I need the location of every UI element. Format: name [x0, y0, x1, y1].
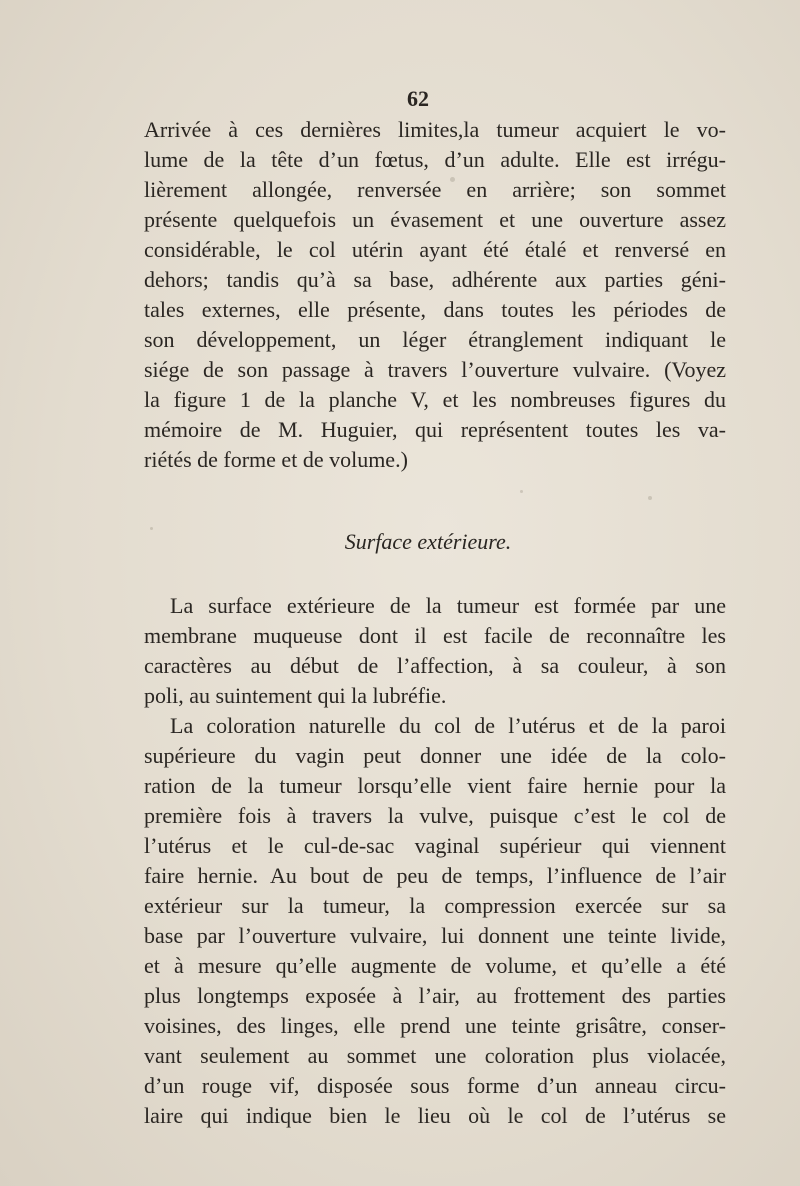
text-line: membrane muqueuse dont il est facile de reconnaître les — [144, 623, 726, 648]
text-line: La coloration naturelle du col de l’utérus et de la paroi — [170, 713, 726, 738]
text-line: siége de son passage à travers l’ouverture vulvaire. (Voyez — [144, 357, 726, 382]
text-line: présente quelquefois un évasement et une ouverture assez — [144, 207, 726, 232]
text-line: dehors; tandis qu’à sa base, adhérente aux parties géni- — [144, 267, 726, 292]
section-heading: Surface extérieure. — [344, 529, 512, 554]
text-line: La surface extérieure de la tumeur est formée par une — [170, 593, 726, 618]
page-number: 62 — [407, 86, 429, 111]
text-line: voisines, des linges, elle prend une teinte grisâtre, conser- — [144, 1013, 726, 1038]
text-line: d’un rouge vif, disposée sous forme d’un anneau circu- — [144, 1073, 726, 1098]
text-line: plus longtemps exposée à l’air, au frottement des parties — [144, 983, 726, 1008]
text-line: lume de la tête d’un fœtus, d’un adulte. Elle est irrégu- — [144, 147, 726, 172]
text-line: riétés de forme et de volume.) — [144, 447, 408, 472]
text-line: faire hernie. Au bout de peu de temps, l’influence de l’air — [144, 863, 726, 888]
paragraph-1 — [144, 115, 726, 475]
text-line: et à mesure qu’elle augmente de volume, et qu’elle a été — [144, 953, 726, 978]
text-line: considérable, le col utérin ayant été étalé et renversé en — [144, 237, 726, 262]
text-line: base par l’ouverture vulvaire, lui donnent une teinte livide, — [144, 923, 726, 948]
paper-speck — [520, 490, 523, 493]
text-line: première fois à travers la vulve, puisque c’est le col de — [144, 803, 726, 828]
text-line: vant seulement au sommet une coloration plus violacée, — [144, 1043, 726, 1068]
text-line: la figure 1 de la planche V, et les nombreuses figures du — [144, 387, 726, 412]
text-line: Arrivée à ces dernières limites,la tumeur acquiert le vo- — [144, 117, 726, 142]
text-line: tales externes, elle présente, dans toutes les périodes de — [144, 297, 726, 322]
text-line: extérieur sur la tumeur, la compression exercée sur sa — [144, 893, 726, 918]
paper-speck — [648, 496, 652, 500]
text-line: l’utérus et le cul-de-sac vaginal supérieur qui viennent — [144, 833, 726, 858]
text-line: laire qui indique bien le lieu où le col de l’utérus se — [144, 1103, 726, 1128]
text-line: son développement, un léger étranglement indiquant le — [144, 327, 726, 352]
text-line: poli, au suintement qui la lubréfie. — [144, 683, 447, 708]
text-line: caractères au début de l’affection, à sa couleur, à son — [144, 653, 726, 678]
text-line: mémoire de M. Huguier, qui représentent toutes les va- — [144, 417, 726, 442]
paragraph-2 — [144, 591, 726, 1131]
text-line: supérieure du vagin peut donner une idée de la colo- — [144, 743, 726, 768]
text-line: lièrement allongée, renversée en arrière; son sommet — [144, 177, 726, 202]
text-line: ration de la tumeur lorsqu’elle vient faire hernie pour la — [144, 773, 726, 798]
